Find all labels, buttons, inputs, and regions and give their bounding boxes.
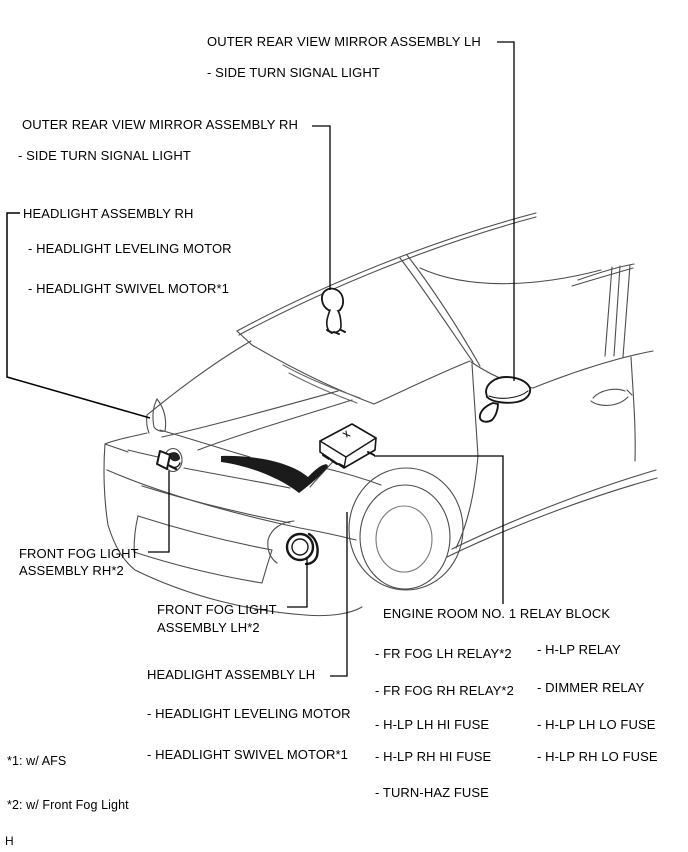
door-window bbox=[420, 268, 601, 284]
callout-fog-lh-line2: ASSEMBLY LH*2 bbox=[157, 620, 260, 635]
footnote-front-fog: *2: w/ Front Fog Light bbox=[7, 798, 129, 812]
leader-mirror-rh bbox=[312, 126, 330, 290]
cowl-line bbox=[252, 345, 374, 404]
callout-fog-rh bbox=[19, 545, 139, 579]
page-margin-char: H bbox=[5, 834, 14, 848]
hood-edge bbox=[147, 341, 251, 415]
headlight-lh-part bbox=[221, 456, 328, 493]
callout-headlight-lh-title: HEADLIGHT ASSEMBLY LH bbox=[147, 667, 316, 682]
leader-headlight-lh bbox=[330, 512, 347, 676]
callout-relay-block-title: ENGINE ROOM NO. 1 RELAY BLOCK bbox=[383, 606, 611, 621]
callout-headlight-rh-sub1: - HEADLIGHT LEVELING MOTOR bbox=[28, 241, 232, 256]
relay-item: - FR FOG RH RELAY*2 bbox=[375, 683, 514, 698]
leader-fog-lh bbox=[287, 559, 307, 607]
wiper-blades bbox=[283, 365, 360, 403]
callout-mirror-rh-sub: - SIDE TURN SIGNAL LIGHT bbox=[18, 148, 191, 163]
relay-item: - H-LP RH HI FUSE bbox=[375, 749, 492, 764]
callout-headlight-rh-sub2: - HEADLIGHT SWIVEL MOTOR*1 bbox=[28, 281, 230, 296]
callout-mirror-lh-title: OUTER REAR VIEW MIRROR ASSEMBLY LH bbox=[207, 34, 481, 49]
callout-fog-rh-line2: ASSEMBLY RH*2 bbox=[19, 563, 124, 578]
headlight-rh-part bbox=[153, 399, 166, 431]
callout-headlight-lh-sub1: - HEADLIGHT LEVELING MOTOR bbox=[147, 706, 351, 721]
door-handle bbox=[591, 389, 632, 405]
highlighted-components bbox=[157, 289, 530, 564]
relay-item: - DIMMER RELAY bbox=[537, 680, 645, 695]
relay-block-part bbox=[320, 424, 376, 468]
mirror-rh-part bbox=[322, 289, 345, 334]
callout-fog-lh bbox=[157, 601, 277, 637]
callout-mirror-lh-sub: - SIDE TURN SIGNAL LIGHT bbox=[207, 65, 380, 80]
callout-fog-rh-line1: FRONT FOG LIGHT bbox=[19, 546, 139, 561]
vehicle-outline bbox=[104, 213, 657, 616]
relay-item: - FR FOG LH RELAY*2 bbox=[375, 646, 512, 661]
callout-fog-lh-line1: FRONT FOG LIGHT bbox=[157, 602, 277, 617]
callout-headlight-lh-sub2: - HEADLIGHT SWIVEL MOTOR*1 bbox=[147, 747, 349, 762]
callout-mirror-rh-title: OUTER REAR VIEW MIRROR ASSEMBLY RH bbox=[22, 117, 298, 132]
b-pillar bbox=[605, 265, 630, 357]
a-pillar bbox=[400, 255, 480, 366]
callout-headlight-rh-title: HEADLIGHT ASSEMBLY RH bbox=[23, 206, 194, 221]
rocker-panel bbox=[447, 470, 657, 557]
relay-item: - H-LP RELAY bbox=[537, 642, 621, 657]
relay-item: - H-LP RH LO FUSE bbox=[537, 749, 658, 764]
footnote-afs: *1: w/ AFS bbox=[7, 754, 67, 768]
leader-mirror-lh bbox=[497, 42, 514, 381]
leader-lines bbox=[7, 42, 514, 676]
front-tire bbox=[360, 485, 450, 589]
fog-light-lh-part bbox=[287, 534, 318, 564]
relay-item: - TURN-HAZ FUSE bbox=[375, 785, 489, 800]
relay-item: - H-LP LH HI FUSE bbox=[375, 717, 490, 732]
mirror-lh-part bbox=[480, 377, 530, 422]
relay-item: - H-LP LH LO FUSE bbox=[537, 717, 656, 732]
front-wheel-rim bbox=[376, 506, 432, 572]
leader-fog-rh bbox=[148, 471, 169, 552]
